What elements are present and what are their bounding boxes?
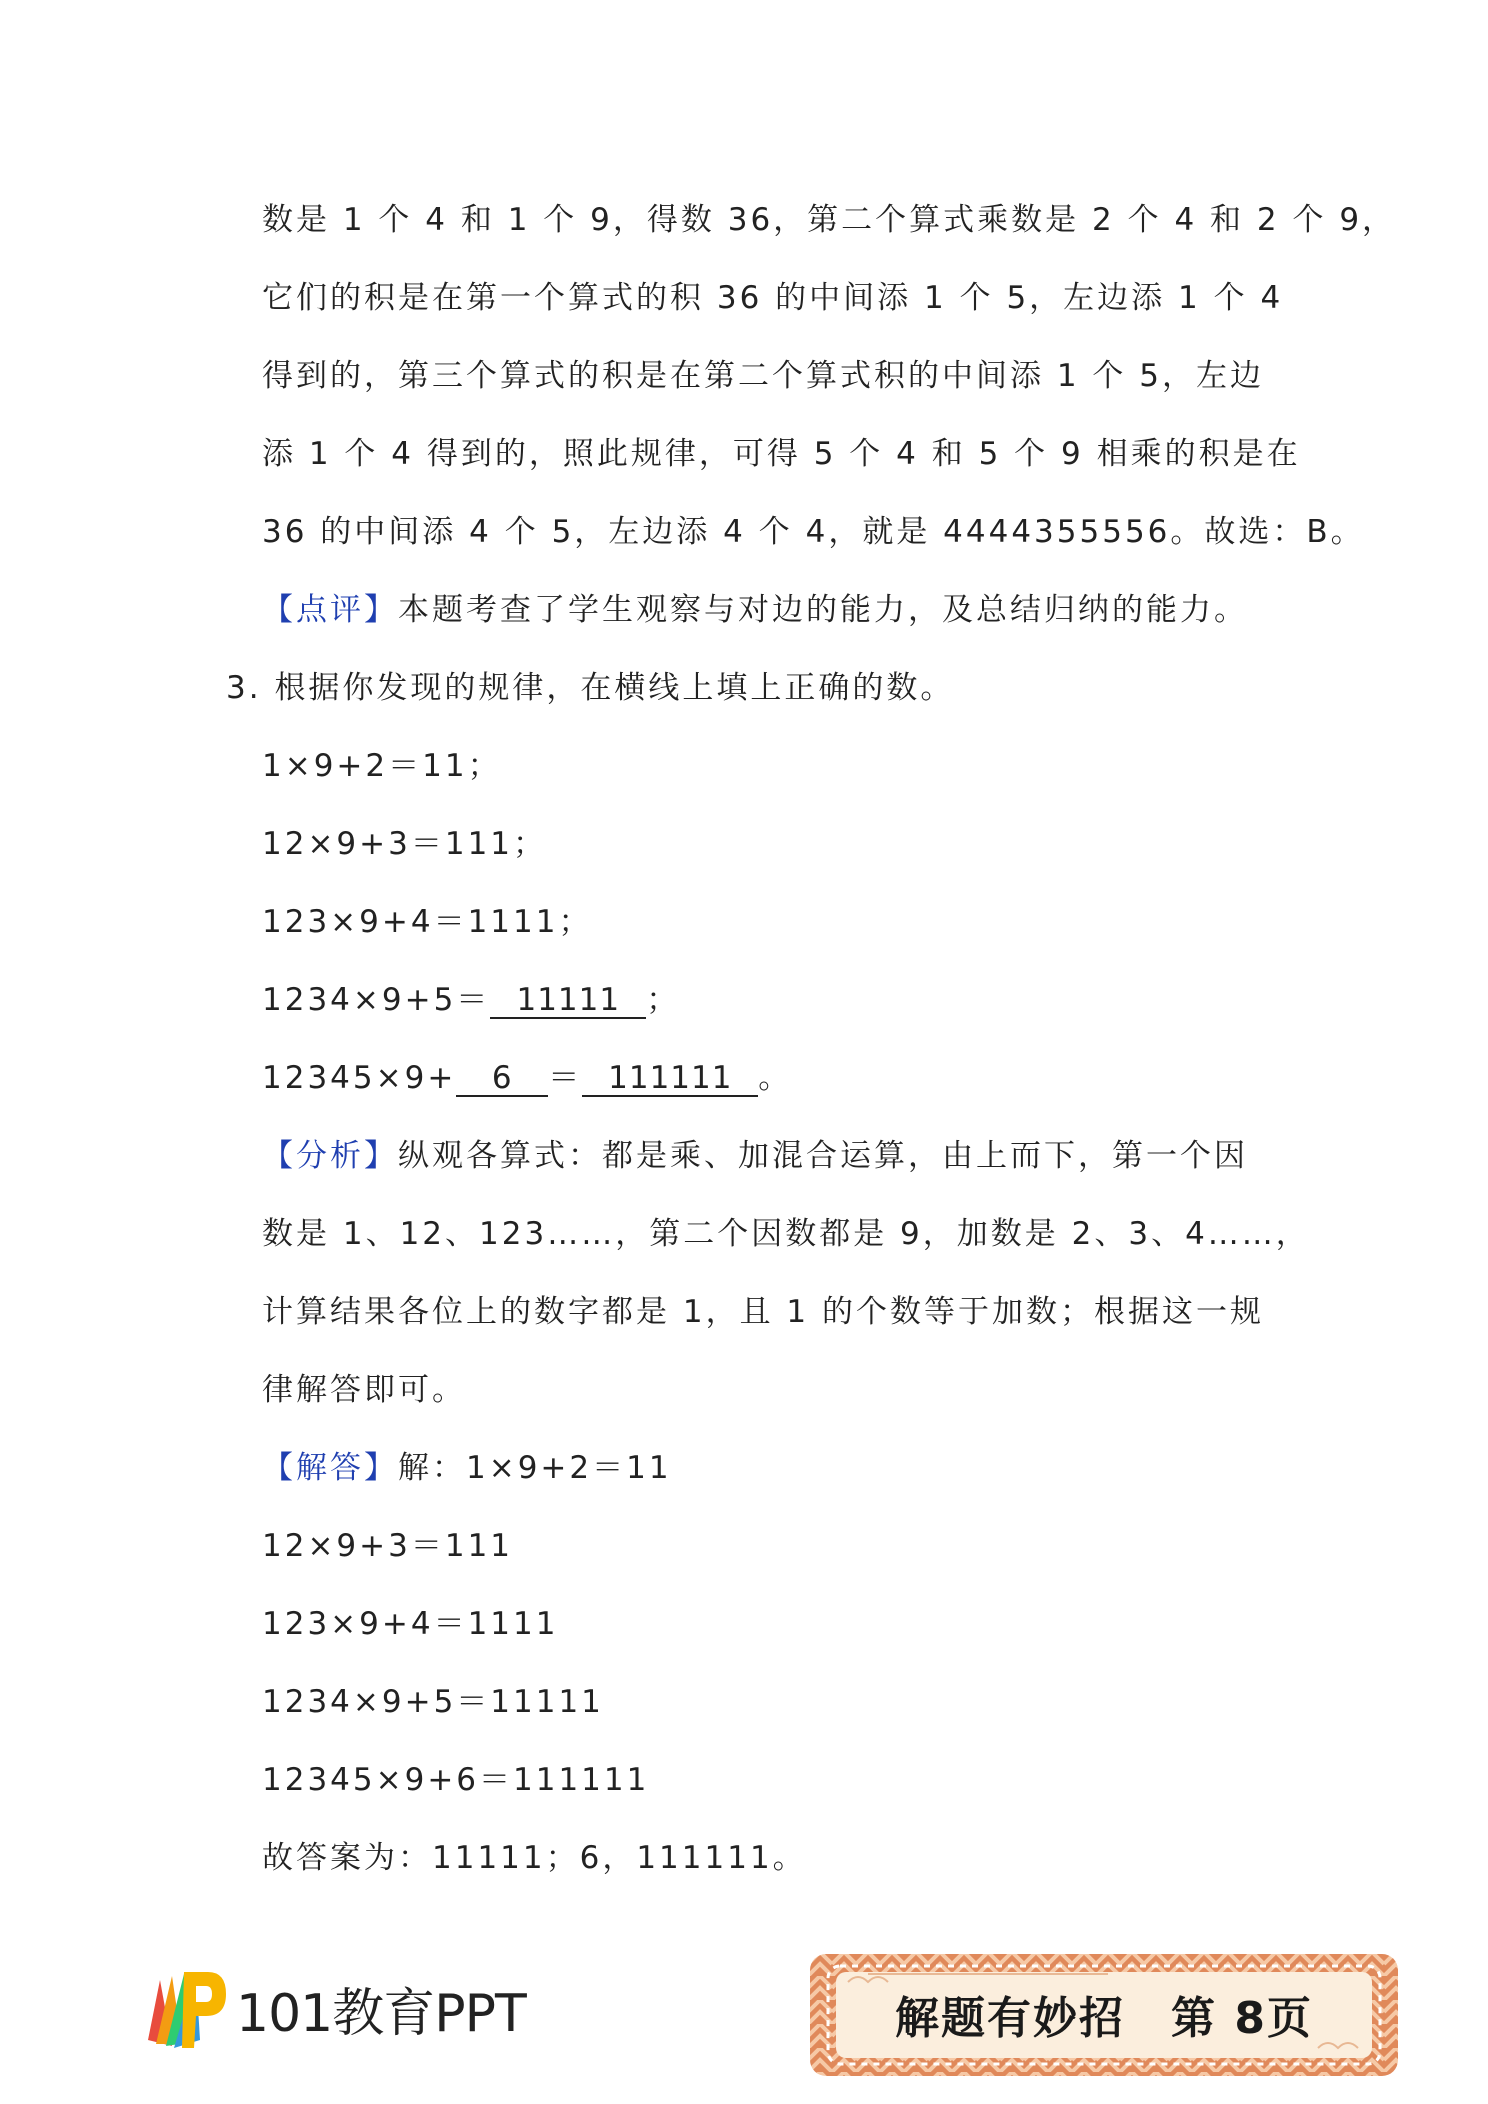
equation-2: 12×9+3＝111； (262, 826, 548, 862)
solution-line-6: 故答案为：11111；6，111111。 (262, 1840, 807, 1876)
review-line (262, 590, 1248, 630)
solution-first: 解：1×9+2＝11 (398, 1450, 672, 1486)
equation-4-prefix: 1234×9+5＝ (262, 982, 491, 1018)
question-number: 3. (226, 670, 262, 706)
page-banner (808, 1952, 1400, 2078)
answer-blank-2[interactable]: 6 (456, 1061, 548, 1097)
solution-line-3: 123×9+4＝1111 (262, 1606, 559, 1642)
solution-tag: 【解答】 (262, 1450, 398, 1486)
equation-3: 123×9+4＝1111； (262, 904, 593, 940)
analysis-text-1: 纵观各算式：都是乘、加混合运算，由上而下，第一个因 (398, 1138, 1248, 1174)
answer-blank-1[interactable]: 11111 (490, 983, 646, 1019)
equation-5-suffix: 。 (758, 1060, 793, 1096)
solution-line-1 (262, 1448, 672, 1488)
paragraph-line-1: 数是 1 个 4 和 1 个 9，得数 36，第二个算式乘数是 2 个 4 和 2 个 9， (262, 202, 1397, 238)
equation-4 (262, 980, 680, 1020)
equation-5-prefix: 12345×9+ (262, 1060, 457, 1096)
question-text: 根据你发现的规律，在横线上填上正确的数。 (274, 670, 955, 706)
analysis-line-1 (262, 1136, 1248, 1176)
paragraph-line-5: 36 的中间添 4 个 5，左边添 4 个 4，就是 4444355556。故选：B。 (262, 514, 1365, 550)
review-text: 本题考查了学生观察与对边的能力，及总结归纳的能力。 (398, 592, 1248, 628)
analysis-tag: 【分析】 (262, 1138, 398, 1174)
review-tag: 【点评】 (262, 592, 398, 628)
solution-line-5: 12345×9+6＝111111 (262, 1762, 650, 1798)
paragraph-line-3: 得到的，第三个算式的积是在第二个算式积的中间添 1 个 5，左边 (262, 358, 1265, 394)
equation-5-mid: ＝ (548, 1060, 583, 1096)
question-3-prompt (226, 668, 954, 708)
equation-1: 1×9+2＝11； (262, 748, 502, 784)
footer-logo (138, 1960, 526, 2056)
analysis-line-3: 计算结果各位上的数字都是 1，且 1 的个数等于加数；根据这一规 (262, 1294, 1265, 1330)
solution-line-2: 12×9+3＝111 (262, 1528, 514, 1564)
p-logo-icon (138, 1960, 228, 2056)
paragraph-line-4: 添 1 个 4 得到的，照此规律，可得 5 个 4 和 5 个 9 相乘的积是在 (262, 436, 1301, 472)
paragraph-line-2: 它们的积是在第一个算式的积 36 的中间添 1 个 5，左边添 1 个 4 (262, 280, 1284, 316)
equation-4-suffix: ； (646, 982, 681, 1018)
analysis-line-4: 律解答即可。 (262, 1372, 466, 1408)
answer-blank-3[interactable]: 111111 (582, 1061, 758, 1097)
analysis-line-2: 数是 1、12、123……，第二个因数都是 9，加数是 2、3、4……， (262, 1216, 1310, 1252)
solution-line-4: 1234×9+5＝11111 (262, 1684, 604, 1720)
equation-5 (262, 1058, 792, 1098)
banner-title: 解题有妙招 第 8页 (895, 1993, 1313, 2044)
logo-text: 101教育PPT (236, 1983, 526, 2044)
